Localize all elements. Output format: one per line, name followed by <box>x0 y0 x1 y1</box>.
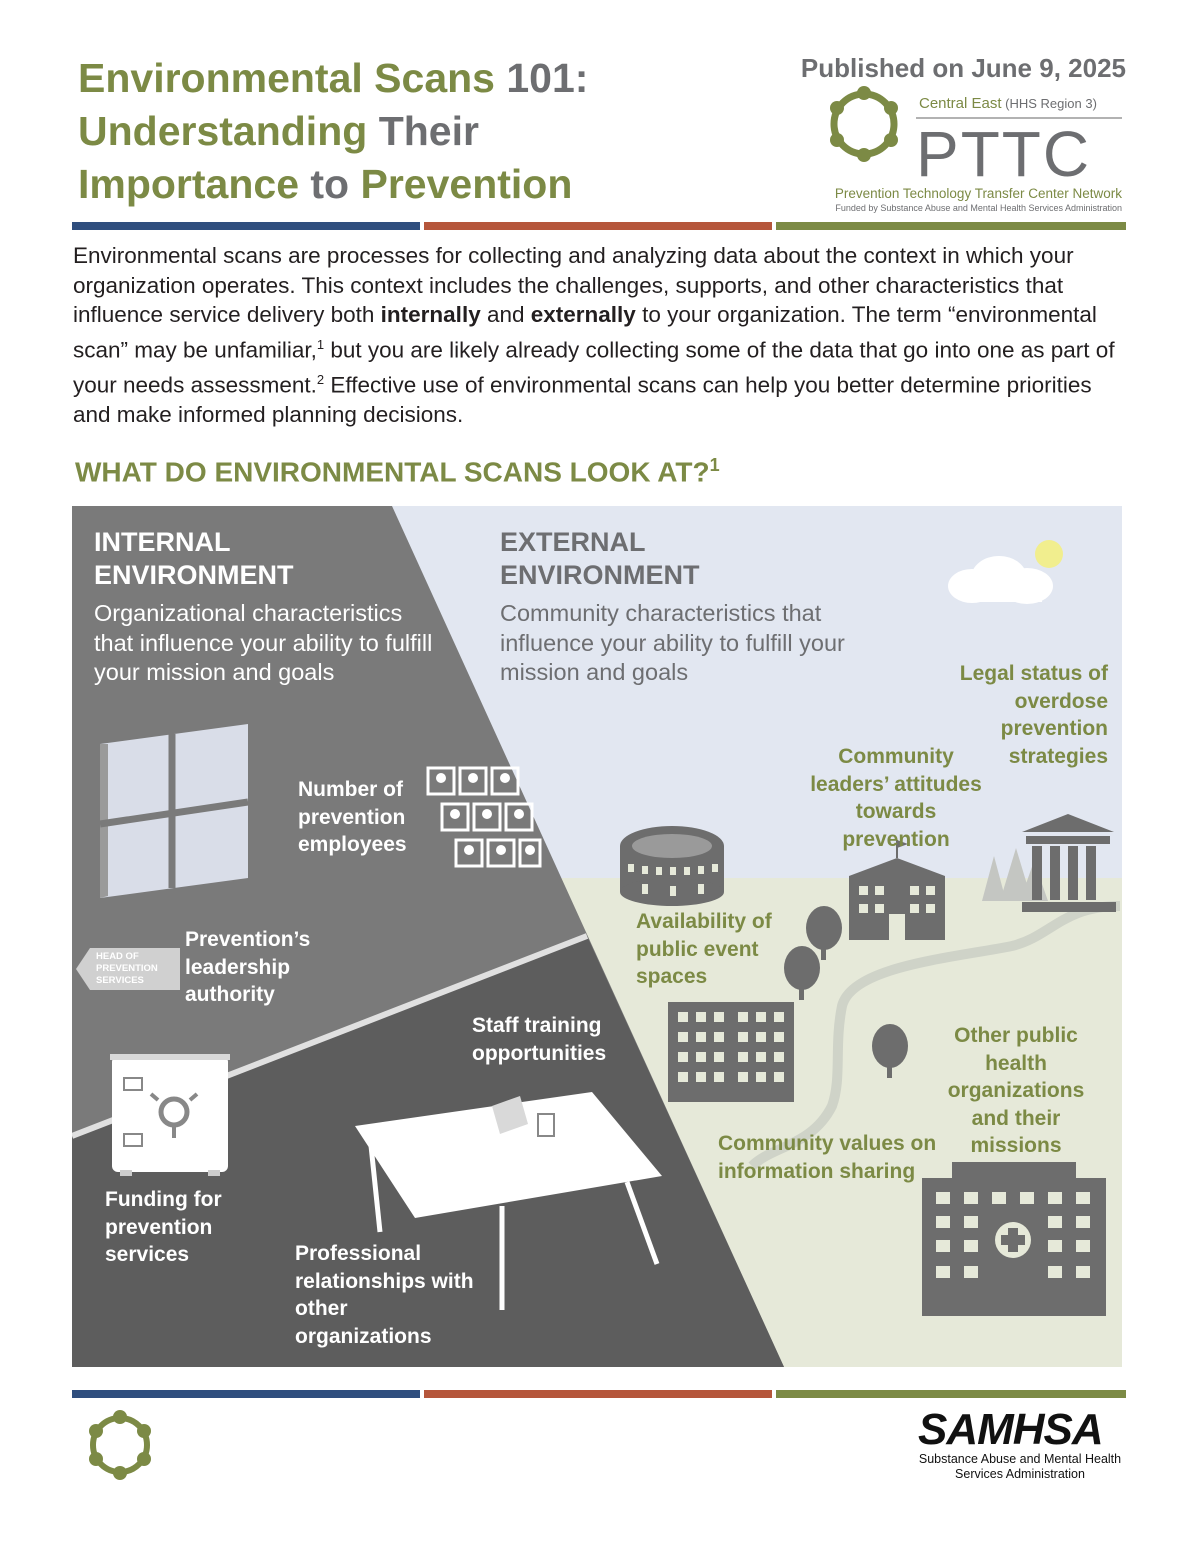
page-title <box>78 52 718 211</box>
apartment-building-icon <box>668 1002 794 1102</box>
svg-text:HEAD OF: HEAD OF <box>96 951 139 962</box>
intro-bold-externally: externally <box>530 302 636 327</box>
pttc-footer-logo-icon <box>78 1405 162 1485</box>
label-funding: Funding for prevention services <box>105 1188 222 1266</box>
title-line3-gray: to <box>299 161 350 207</box>
label-leadership-authority: Prevention’s leadership authority <box>185 928 311 1006</box>
pttc-people-circle-icon <box>830 86 898 162</box>
title-line2-gray: Their <box>367 108 479 154</box>
pttc-network: Prevention Technology Transfer Center Network <box>834 186 1122 201</box>
external-subtitle: Community characteristics that influence your ability to fulfill your mission and goals <box>500 600 845 685</box>
title-line3-green: Importance <box>78 161 299 207</box>
pttc-acronym: PTTC <box>916 118 1092 190</box>
internal-title: INTERNAL ENVIRONMENT <box>94 527 294 590</box>
svg-text:SERVICES: SERVICES <box>96 975 144 986</box>
samhsa-logo: SAMHSA <box>918 1405 1103 1454</box>
hospital-icon <box>922 1162 1106 1316</box>
intro-paragraph: Environmental scans are processes for collecting and analyzing data about the context in which your organization operates. This context includes the challenges, supports, and other characteristics that influence service delivery both internally and externally to your organization. The term “environmental scan” may be unfamiliar,$^1$ but you are likely already collecting some of the data that go into one as part of your needs assessment.$^2$ Effective use of environmental scans can help you better determine priorities and make informed planning decisions. <box>73 243 1115 427</box>
pttc-region: Central East (HHS Region 3) <box>919 95 1097 112</box>
external-title: EXTERNAL ENVIRONMENT <box>500 527 700 590</box>
label-number-of-employees: Number of prevention employees <box>298 778 407 856</box>
pttc-logo <box>816 86 1128 216</box>
samhsa-subtitle: Substance Abuse and Mental Health Services Administration <box>918 1452 1122 1481</box>
intro-bold-internally: internally <box>380 302 481 327</box>
window-icon <box>100 724 248 898</box>
bottom-rule-red <box>424 1390 772 1398</box>
top-rule-blue <box>72 222 420 230</box>
label-community-leaders: Community leaders’ attitudes towards prevention <box>810 745 982 851</box>
top-rule-green <box>776 222 1126 230</box>
environment-infographic <box>72 506 1122 1367</box>
label-staff-training: Staff training opportunities <box>472 1014 607 1065</box>
label-event-spaces: Availability of public event spaces <box>636 910 772 988</box>
section-heading: WHAT DO ENVIRONMENTAL SCANS LOOK AT?$^1$ <box>75 455 720 488</box>
coliseum-icon <box>620 826 724 906</box>
title-line3-green2: Prevention <box>349 161 573 207</box>
internal-subtitle: Organizational characteristics that influence your ability to fulfill your mission and goals <box>94 600 433 685</box>
label-professional-relationships: Professional relationships with other organizations <box>295 1242 474 1348</box>
pttc-funded: Funded by Substance Abuse and Mental Health Services Administration <box>835 203 1122 213</box>
published-date: Published on June 9, 2025 <box>800 53 1126 83</box>
label-other-organizations: Other public health organizations and their missions <box>947 1024 1085 1157</box>
bottom-rule-green <box>776 1390 1126 1398</box>
title-line1-gray: 101: <box>494 55 589 101</box>
bottom-rule-blue <box>72 1390 420 1398</box>
head-of-prevention-sign-icon <box>76 948 180 990</box>
svg-text:PREVENTION: PREVENTION <box>96 963 158 974</box>
label-community-values: Community values on information sharing <box>718 1132 937 1183</box>
safe-icon <box>110 1054 230 1176</box>
title-line2-green: Understanding <box>78 108 368 154</box>
title-line1-green: Environmental Scans <box>78 55 495 101</box>
label-legal-status: Legal status of overdose prevention strategies <box>959 662 1108 768</box>
top-rule-red <box>424 222 772 230</box>
